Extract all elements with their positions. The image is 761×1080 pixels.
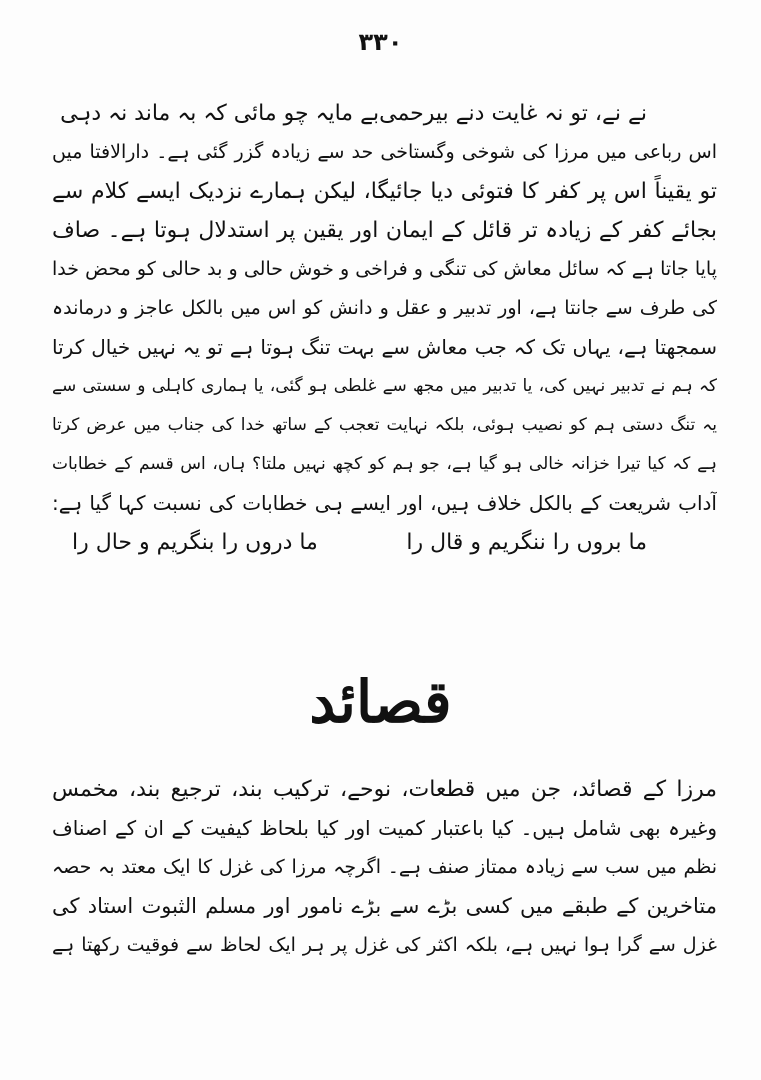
- paragraph-1-line: پایا جاتا ہے کہ سائل معاش کی تنگی و فراخی و خوش حالی و بد حالی کو محض خدا: [52, 258, 717, 280]
- paragraph-1-line: بجائے کفر کے زیادہ تر قائل کے ایمان اور یقین پر استدلال ہوتا ہے۔ صاف: [52, 218, 717, 243]
- paragraph-1-line: ہے کہ کیا تیرا خزانہ خالی ہو گیا ہے، جو ہم کو کچھ نہیں ملتا؟ ہاں، اس قسم کے خطابات: [52, 454, 717, 474]
- verse-2-first-half: ما بروں را ننگریم و قال را: [406, 530, 647, 555]
- paragraph-2-line: مرزا کے قصائد، جن میں قطعات، نوحے، ترکیب بند، ترجیع بند، مخمس: [52, 777, 717, 802]
- paragraph-2-line: نظم میں سب سے زیادہ ممتاز صنف ہے۔ اگرچہ مرزا کی غزل کا ایک معتد بہ حصہ: [52, 856, 717, 878]
- paragraph-1-line: کہ ہم نے تدبیر نہیں کی، یا تدبیر میں مجھ سے غلطی ہو گئی، یا ہماری کاہلی و سستی سے: [52, 376, 717, 396]
- persian-verse-1: [52, 94, 717, 133]
- page-number: ۳۳۰: [358, 28, 403, 56]
- paragraph-1-line: آداب شریعت کے بالکل خلاف ہیں، اور ایسے ہی خطابات کی نسبت کہا گیا ہے:: [52, 491, 717, 515]
- verse-1-second-half: بے مایہ چو مائی کہ بہ ماند نہ دہی: [60, 101, 380, 126]
- verse-1-first-half: نے نے، تو نہ غایت دنے بیرحمی: [379, 101, 647, 126]
- first-section: [52, 94, 717, 562]
- paragraph-1-line: کی طرف سے جانتا ہے، اور تدبیر و عقل و دانش کو اس میں بالکل عاجز و درماندہ: [52, 297, 717, 319]
- section-heading: قصائد: [309, 668, 452, 736]
- verse-2-second-half: ما دروں را بنگریم و حال را: [72, 530, 318, 555]
- paragraph-2-line: وغیرہ بھی شامل ہیں۔ کیا باعتبار کمیت اور کیا بلحاظ کیفیت کے ان کے اصناف: [52, 816, 717, 840]
- second-section: [52, 770, 717, 965]
- paragraph-2-line: متاخرین کے طبقے میں کسی بڑے سے بڑے نامور اور مسلم الثبوت استاد کی: [52, 894, 717, 918]
- persian-verse-2: [52, 523, 717, 562]
- paragraph-1-line: سمجھتا ہے، یہاں تک کہ جب معاش سے بہت تنگ ہوتا ہے تو یہ نہیں خیال کرتا: [52, 335, 717, 359]
- paragraph-2-line: غزل سے گرا ہوا نہیں ہے، بلکہ اکثر کی غزل پر ہر ایک لحاظ سے فوقیت رکھتا ہے: [52, 934, 717, 956]
- paragraph-1-line: یہ تنگ دستی ہم کو نصیب ہوئی، بلکہ نہایت تعجب کے ساتھ خدا کی جناب میں عرض کرتا: [52, 415, 717, 435]
- paragraph-1-line: تو یقیناً اس پر کفر کا فتوئی دیا جائیگا، لیکن ہمارے نزدیک ایسے کلام سے: [52, 179, 717, 204]
- paragraph-1-line: اس رباعی میں مرزا کی شوخی وگستاخی حد سے زیادہ گزر گئی ہے۔ دارالافتا میں: [52, 141, 717, 163]
